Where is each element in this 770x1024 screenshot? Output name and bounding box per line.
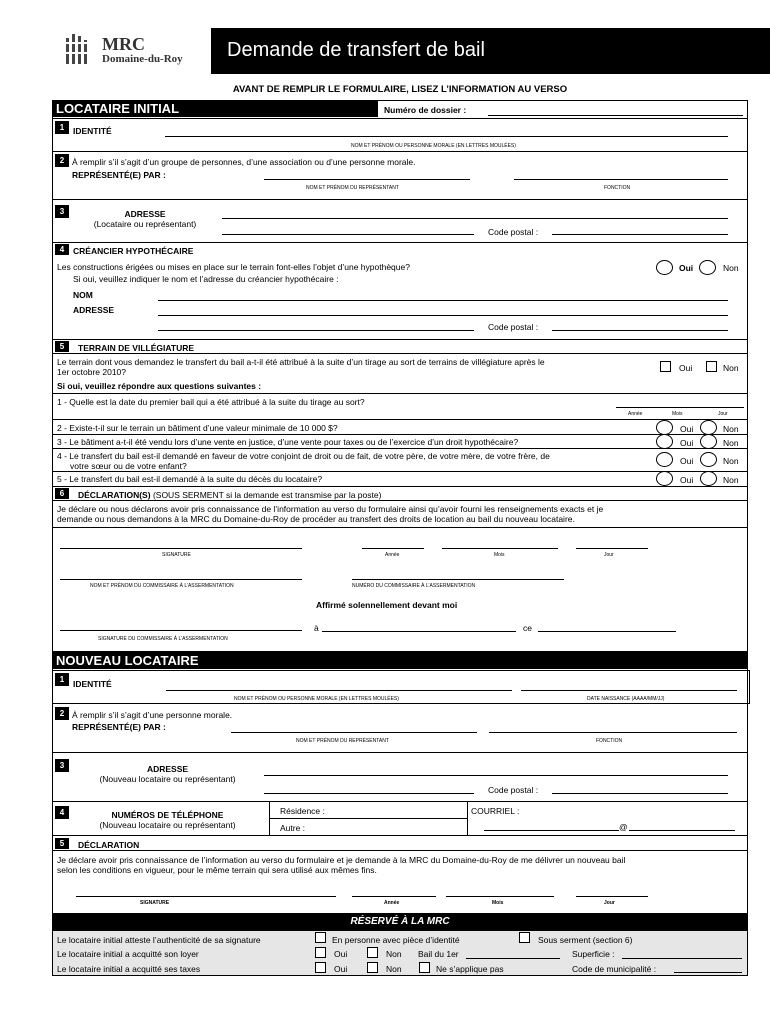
commissioner-number-caption: NUMÉRO DU COMMISSAIRE À L’ASSERMENTATION — [352, 583, 476, 589]
commissioner-name-caption: NOM ET PRÉNOM DU COMMISSAIRE À L’ASSERMENTATION — [90, 583, 234, 589]
new-sig-day-caption: Jour — [604, 900, 615, 906]
sig-month-input[interactable] — [442, 548, 558, 549]
new-tenant-title: NOUVEAU LOCATAIRE — [56, 653, 199, 668]
resort-item-4b: votre sœur ou de votre enfant? — [70, 461, 187, 471]
residence-label[interactable]: Résidence : — [280, 806, 325, 816]
item2-non-label: Non — [723, 424, 739, 434]
not-applicable-checkbox[interactable] — [419, 962, 430, 973]
in-person-checkbox[interactable] — [315, 932, 326, 943]
phone-label: NUMÉROS DE TÉLÉPHONE — [111, 810, 224, 820]
postal-code-label: Code postal : — [488, 227, 539, 237]
reserved-row-3: Le locataire initial a acquitté ses taxes — [57, 964, 201, 974]
taxes-oui-checkbox[interactable] — [315, 962, 326, 973]
item3-non-radio[interactable] — [700, 434, 717, 449]
resort-answer-instructions: Si oui, veuillez répondre aux questions suivantes : — [57, 381, 262, 391]
creditor-name-label: NOM — [73, 290, 93, 300]
new-tenant-band — [52, 652, 748, 668]
item4-non-label: Non — [723, 456, 739, 466]
bail-label: Bail du 1er — [418, 949, 459, 959]
new-tenant-frame — [52, 668, 748, 914]
mortgage-question-2: Si oui, veuillez indiquer le nom et l’adresse du créancier hypothécaire : — [73, 274, 339, 284]
new-declaration-text-2: selon les conditions en vigueur, pour le même terrain qui sera utilisé aux mêmes fins. — [57, 865, 377, 875]
commissioner-signature-caption: SIGNATURE DU COMMISSAIRE À L’ASSERMENTATION — [98, 636, 228, 642]
item2-non-radio[interactable] — [700, 420, 717, 435]
representative-name-input[interactable] — [264, 179, 470, 180]
mrc-logo — [64, 32, 204, 68]
resort-oui-checkbox[interactable] — [660, 361, 671, 372]
reserved-row-2: Le locataire initial a acquitté son loyer — [57, 949, 199, 959]
resort-item-4: 4 - Le transfert du bail est-il demandé en faveur de votre conjoint de droit ou de fait, de votre père, de votre mère, de votre frère, de — [57, 451, 550, 461]
resort-item-5: 5 - Le transfert du bail est-il demandé à la suite du décès du locataire? — [57, 474, 323, 484]
new-identity-label: IDENTITÉ — [73, 679, 112, 689]
initial-signature-input[interactable] — [60, 548, 302, 549]
resort-question-1b: 1er octobre 2010? — [57, 367, 126, 377]
new-sig-month-input[interactable] — [446, 896, 554, 897]
initial-name-input[interactable] — [165, 136, 728, 137]
declaration-text-1: Je déclare ou nous déclarons avoir pris connaissance de l’information au verso du formulaire ainsi qu’avoir fourni les renseignements exacts et je — [57, 504, 604, 514]
resort-oui-label: Oui — [679, 363, 693, 373]
item2-oui-radio[interactable] — [656, 420, 673, 435]
creditor-address-line-2[interactable] — [158, 330, 474, 331]
new-declaration-text-1: Je déclare avoir pris connaissance de l’information au verso du formulaire et je demande à la MRC du Domaine-du-Roy de me délivrer un nouveau bail — [57, 855, 626, 865]
new-representative-function-caption: FONCTION — [596, 738, 623, 744]
new-name-caption: NOM ET PRÉNOM OU PERSONNE MORALE (EN LETTRES MOULÉES) — [234, 696, 399, 702]
group-instructions: À remplir s’il s’agit d’un groupe de personnes, d’une association ou d’une personne morale. — [72, 157, 416, 167]
new-section-number-5: 5 — [55, 838, 69, 849]
new-address-label: ADRESSE — [146, 764, 189, 774]
new-section-number-3: 3 — [55, 759, 69, 772]
place-input[interactable] — [322, 631, 516, 632]
new-signature-caption: SIGNATURE — [140, 900, 170, 906]
mortgage-non-label: Non — [723, 263, 739, 273]
email-at-sign: @ — [619, 822, 628, 832]
in-person-label: En personne avec pièce d’identité — [332, 935, 460, 945]
under-oath-label: Sous serment (section 6) — [538, 935, 633, 945]
new-section-number-1: 1 — [55, 673, 69, 686]
item4-oui-radio[interactable] — [656, 452, 673, 467]
item3-oui-radio[interactable] — [656, 434, 673, 449]
item3-oui-label: Oui — [680, 438, 694, 448]
creditor-address-line-1[interactable] — [158, 315, 728, 316]
new-group-instructions: À remplir s’il s’agit d’une personne morale. — [72, 710, 233, 720]
new-representative-function-input[interactable] — [489, 732, 737, 733]
new-sig-month-caption: Mois — [492, 900, 504, 906]
new-name-input[interactable] — [166, 690, 512, 691]
initial-tenant-title: LOCATAIRE INITIAL — [56, 101, 180, 116]
section-number-2: 2 — [55, 154, 69, 167]
mortgage-non-radio[interactable] — [699, 260, 716, 275]
creditor-name-input[interactable] — [158, 300, 728, 301]
logo-mrc-text: MRC — [102, 34, 145, 54]
mortgage-question: Les constructions érigées ou mises en place sur le terrain font-elles l’objet d’une hypothèque? — [57, 262, 410, 272]
form-title: Demande de transfert de bail — [227, 39, 485, 61]
date-ce-input[interactable] — [538, 631, 676, 632]
reserved-title: RÉSERVÉ À LA MRC — [350, 916, 450, 927]
identity-label: IDENTITÉ — [73, 126, 112, 136]
logo-mark-icon — [64, 32, 94, 66]
item5-non-label: Non — [723, 475, 739, 485]
new-representative-name-caption: NOM ET PRÉNOM DU REPRÉSENTANT — [296, 738, 389, 744]
section-number-1: 1 — [55, 121, 69, 134]
section-number-3: 3 — [55, 205, 69, 218]
date-jour-caption: Jour — [718, 411, 728, 417]
phone-sublabel: (Nouveau locataire ou représentant) — [99, 820, 236, 830]
rent-non-label: Non — [386, 949, 402, 959]
new-postal-code-label: Code postal : — [488, 785, 539, 795]
resort-question-1: Le terrain dont vous demandez le transfert du bail a-t-il été attribué à la suite d’un tirage au sort de terrains de villégiature après le — [57, 357, 545, 367]
initial-tenant-band — [52, 100, 378, 117]
new-address-line-2[interactable] — [264, 793, 474, 794]
municipality-code-input[interactable] — [674, 972, 742, 973]
new-address-line-1[interactable] — [264, 775, 728, 776]
address-label: ADRESSE — [124, 209, 166, 219]
date-mois-caption: Mois — [672, 411, 683, 417]
email-label: COURRIEL : — [471, 806, 520, 816]
sig-day-caption: Jour — [604, 552, 614, 558]
new-sig-year-input[interactable] — [352, 896, 436, 897]
initial-name-caption: NOM ET PRÉNOM OU PERSONNE MORALE (EN LETTRES MOULÉES) — [351, 143, 516, 149]
creditor-address-label: ADRESSE — [73, 305, 115, 315]
new-birthdate-caption: DATE NAISSANCE (AAAA/MM/JJ) — [587, 696, 665, 702]
new-sig-year-caption: Année — [384, 900, 400, 906]
under-oath-checkbox[interactable] — [519, 932, 530, 943]
new-address-sublabel: (Nouveau locataire ou représentant) — [99, 774, 236, 784]
resort-item-2: 2 - Existe-t-il sur le terrain un bâtiment d’une valeur minimale de 10 000 $? — [57, 423, 338, 433]
form-subtitle: AVANT DE REMPLIR LE FORMULAIRE, LISEZ L’INFORMATION AU VERSO — [232, 84, 568, 95]
reserved-row-1: Le locataire initial atteste l’authenticité de sa signature — [57, 935, 261, 945]
new-birthdate-input[interactable] — [521, 690, 737, 691]
declaration-text-2: demande ou nous demandons à la MRC du Domaine-du-Roy de procéder au transfert des droits de location au bail du nouveau locataire. — [57, 514, 575, 524]
taxes-non-checkbox[interactable] — [367, 962, 378, 973]
item5-oui-radio[interactable] — [656, 471, 673, 486]
initial-postal-code-input[interactable] — [552, 234, 728, 235]
mortgage-label: CRÉANCIER HYPOTHÉCAIRE — [73, 246, 194, 256]
email-user-input[interactable] — [484, 830, 619, 831]
section-number-6: 6 — [55, 488, 69, 499]
initial-tenant-frame — [52, 100, 748, 652]
item4-oui-label: Oui — [680, 456, 694, 466]
new-postal-code-input[interactable] — [552, 793, 728, 794]
resort-non-label: Non — [723, 363, 739, 373]
not-applicable-label: Ne s’applique pas — [436, 964, 504, 974]
commissioner-number-input[interactable] — [352, 579, 564, 580]
mortgage-oui-label: Oui — [679, 263, 694, 273]
new-declaration-label: DÉCLARATION — [78, 840, 140, 850]
municipality-code-label: Code de municipalité : — [572, 964, 657, 974]
new-representative-name-input[interactable] — [231, 732, 477, 733]
rent-oui-label: Oui — [334, 949, 348, 959]
affirmed-label: Affirmé solennellement devant moi — [316, 600, 458, 610]
place-a-label: à — [314, 623, 319, 633]
date-annee-caption: Année — [628, 411, 643, 417]
date-ce-label: ce — [523, 623, 532, 633]
dossier-input[interactable] — [488, 115, 743, 116]
rent-non-checkbox[interactable] — [367, 947, 378, 958]
taxes-oui-label: Oui — [334, 964, 348, 974]
form-title-banner — [211, 28, 770, 74]
new-section-number-4: 4 — [55, 806, 69, 819]
new-signature-input[interactable] — [76, 896, 336, 897]
mortgage-oui-radio[interactable] — [656, 260, 673, 275]
initial-address-line-1[interactable] — [222, 218, 728, 219]
logo-domaine-text: Domaine-du-Roy — [102, 53, 183, 65]
rent-oui-checkbox[interactable] — [315, 947, 326, 958]
representative-function-caption: FONCTION — [604, 185, 631, 191]
resort-land-label: TERRAIN DE VILLÉGIATURE — [78, 343, 195, 353]
email-domain-input[interactable] — [629, 830, 735, 831]
resort-item-1: 1 - Quelle est la date du premier bail qui a été attribué à la suite du tirage au sort? — [57, 397, 365, 407]
section-number-5: 5 — [55, 341, 69, 352]
representative-function-input[interactable] — [514, 179, 728, 180]
declaration-title: DÉCLARATION(S) — [78, 490, 151, 500]
initial-address-line-2[interactable] — [222, 234, 474, 235]
section-number-4: 4 — [55, 244, 69, 255]
dossier-label: Numéro de dossier : — [384, 105, 467, 115]
sig-month-caption: Mois — [494, 552, 505, 558]
reserved-band — [52, 914, 748, 930]
resort-non-checkbox[interactable] — [706, 361, 717, 372]
creditor-postal-label: Code postal : — [488, 322, 539, 332]
item2-oui-label: Oui — [680, 424, 694, 434]
other-phone-label[interactable]: Autre : — [280, 823, 306, 833]
new-represented-by-label: REPRÉSENTÉ(E) PAR : — [72, 722, 166, 732]
superficie-label: Superficie : — [572, 949, 615, 959]
commissioner-name-input[interactable] — [60, 579, 302, 580]
declaration-label — [78, 490, 381, 500]
item5-oui-label: Oui — [680, 475, 694, 485]
new-sig-day-input[interactable] — [576, 896, 648, 897]
initial-signature-caption: SIGNATURE — [162, 552, 191, 558]
resort-item-3: 3 - Le bâtiment a-t-il été vendu lors d’une vente en justice, d’une vente pour taxes ou de l’exercice d’un droit hypothécaire? — [57, 437, 519, 447]
bail-date-input[interactable] — [466, 958, 560, 959]
item3-non-label: Non — [723, 438, 739, 448]
first-lease-date-input[interactable] — [616, 407, 744, 408]
commissioner-signature-input[interactable] — [60, 630, 302, 631]
declaration-subtitle: (SOUS SERMENT si la demande est transmise par la poste) — [152, 490, 382, 500]
represented-by-label: REPRÉSENTÉ(E) PAR : — [72, 170, 166, 180]
sig-year-caption: Année — [385, 552, 400, 558]
new-section-number-2: 2 — [55, 707, 69, 720]
superficie-input[interactable] — [622, 958, 742, 959]
sig-day-input[interactable] — [576, 548, 648, 549]
item4-non-radio[interactable] — [700, 452, 717, 467]
taxes-non-label: Non — [386, 964, 402, 974]
creditor-postal-input[interactable] — [552, 330, 728, 331]
item5-non-radio[interactable] — [700, 471, 717, 486]
representative-name-caption: NOM ET PRÉNOM DU REPRÉSENTANT — [306, 185, 399, 191]
sig-year-input[interactable] — [362, 548, 424, 549]
address-sublabel: (Locataire ou représentant) — [93, 219, 197, 229]
